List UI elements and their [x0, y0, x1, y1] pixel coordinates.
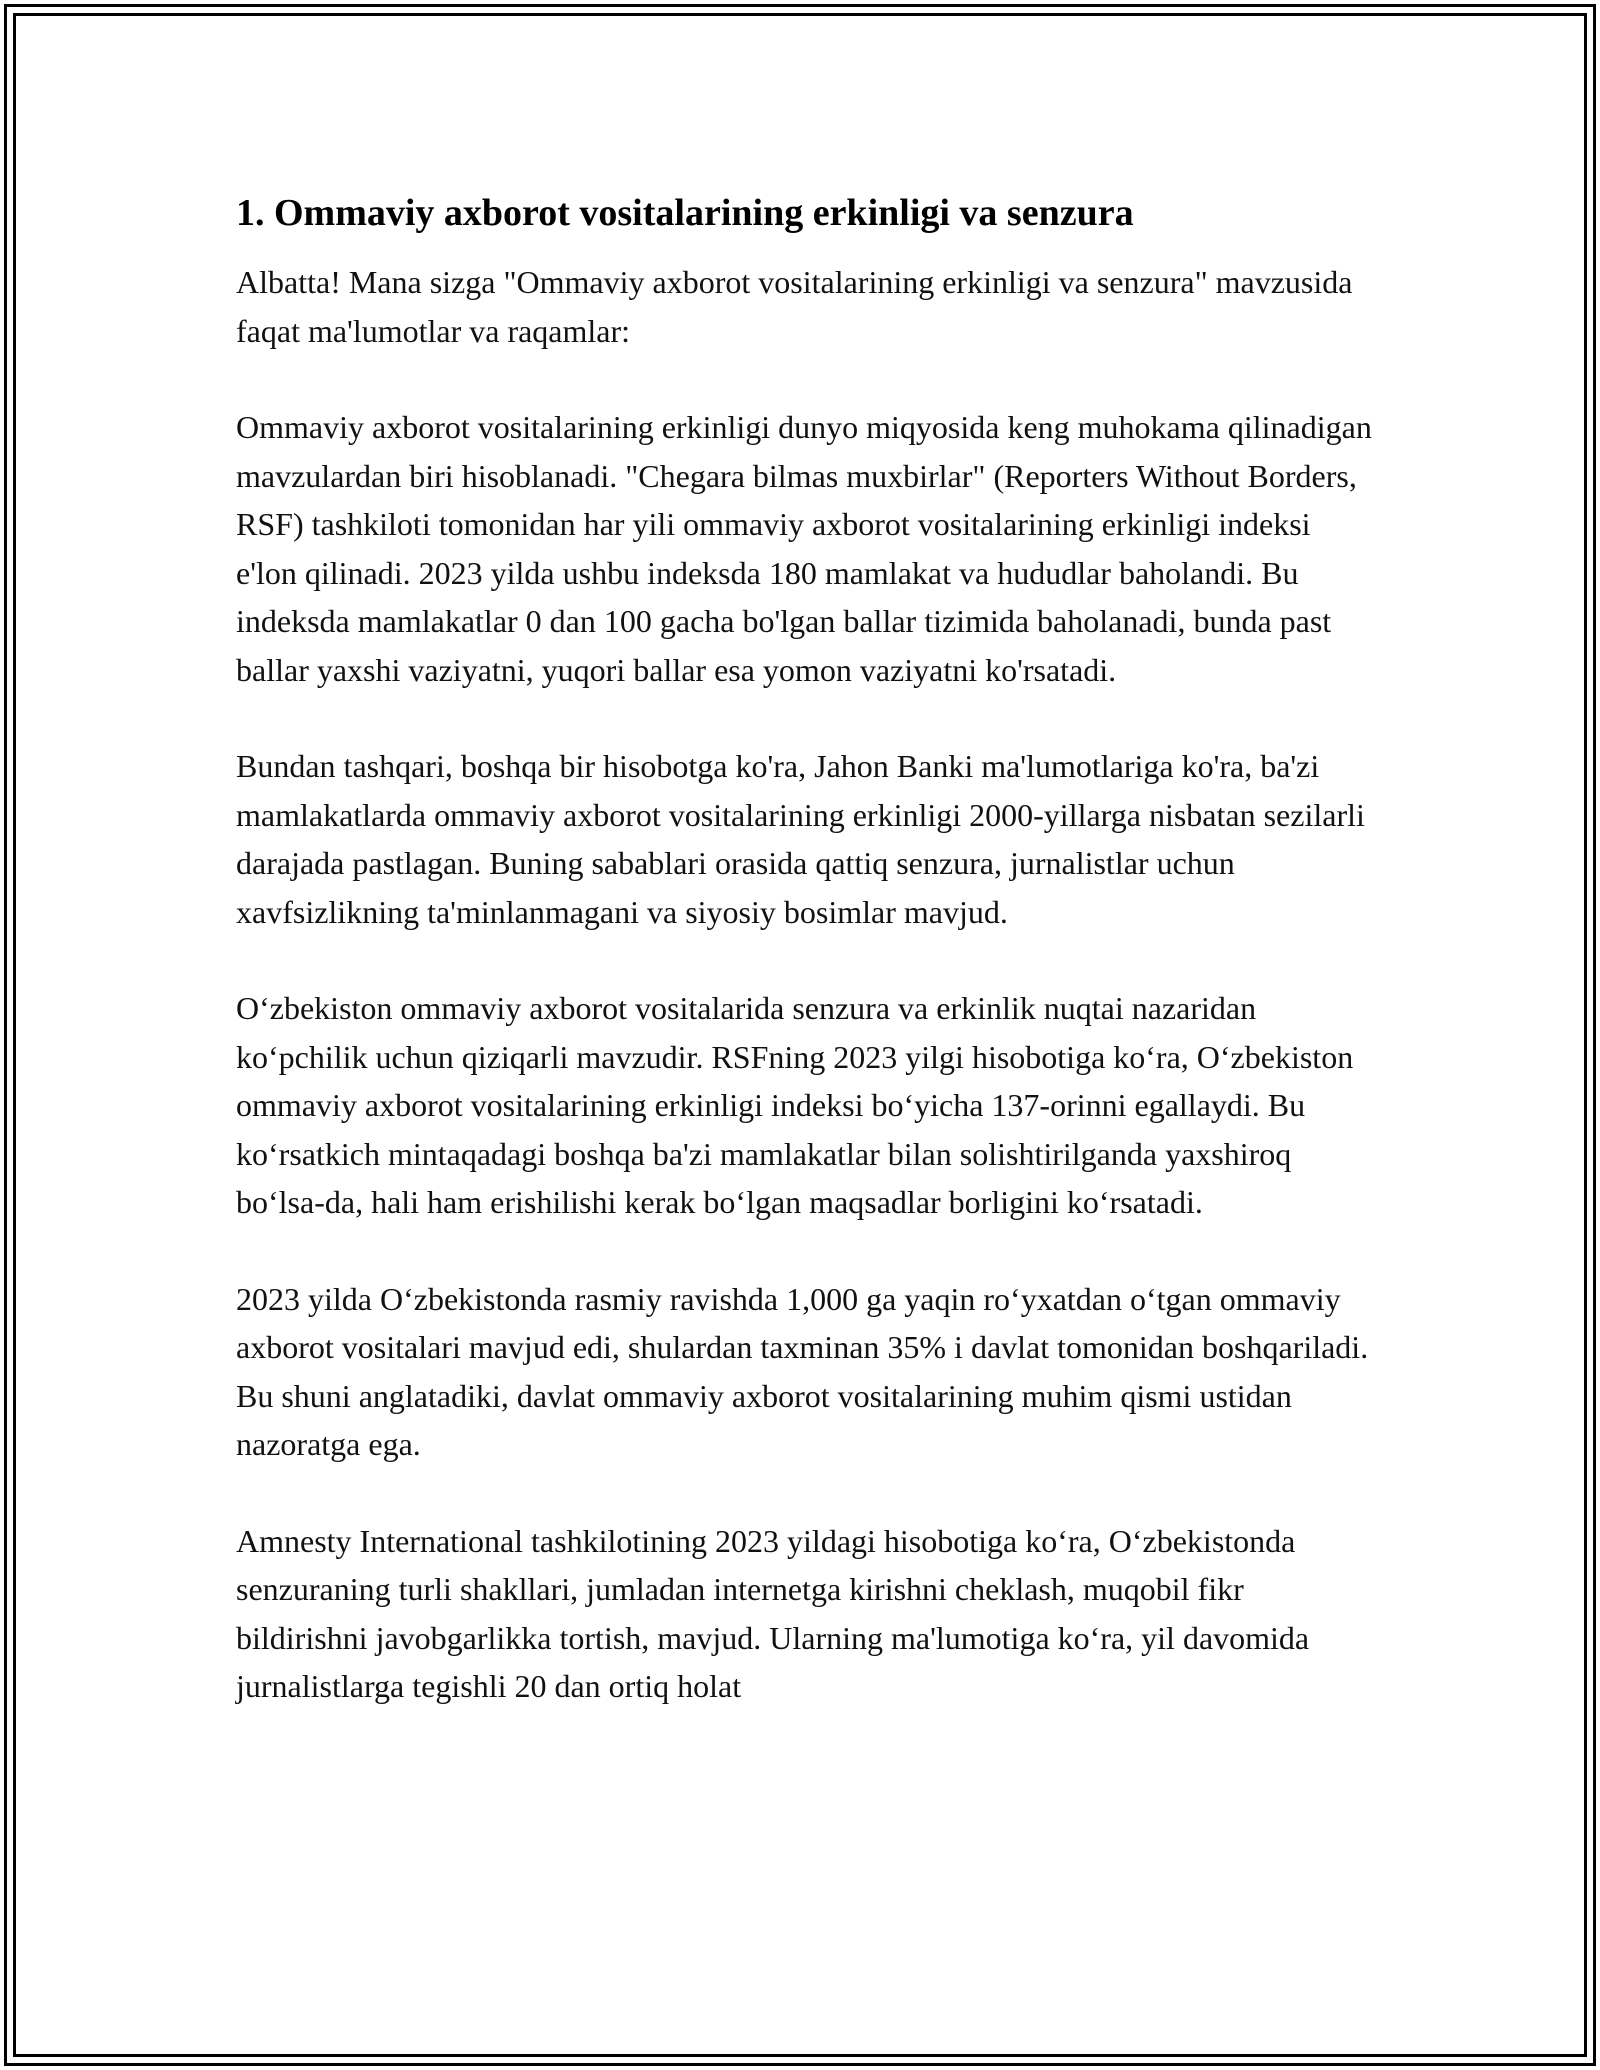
paragraph-rsf-index: Ommaviy axborot vositalarining erkinligi dunyo miqyosida keng muhokama qilinadigan mavzulardan biri hisoblanadi. "Chegara bilmas muxbirlar" (Reporters Without Borders, RSF) tashkiloti tomonidan har yili ommaviy axborot vositalarining erkinligi indeksi e'lon qilinadi. 2023 yilda ushbu indeksda 180 mamlakat va hududlar baholandi. Bu indeksda mamlakatlar 0 dan 100 gacha bo'lgan ballar tizimida baholanadi, bunda past ballar yaxshi vaziyatni, yuqori ballar esa yomon vaziyatni ko'rsatadi. [236, 409, 1372, 688]
paragraph-media-outlets: 2023 yilda O‘zbekistonda rasmiy ravishda 1,000 ga yaqin ro‘yxatdan o‘tgan ommaviy axborot vositalari mavjud edi, shulardan taxminan 35% i davlat tomonidan boshqariladi. Bu shuni anglatadiki, davlat ommaviy axborot vositalarining muhim qismi ustidan nazoratga ega. [236, 1280, 1369, 1462]
paragraph-intro: Albatta! Mana sizga "Ommaviy axborot vositalarining erkinligi va senzura" mavzusida faqat ma'lumotlar va raqamlar: [236, 264, 1353, 349]
paragraph-uzbekistan-ranking: O‘zbekiston ommaviy axborot vositalarida senzura va erkinlik nuqtai nazaridan ko‘pchilik uchun qiziqarli mavzudir. RSFning 2023 yilgi hisobotiga ko‘ra, O‘zbekiston ommaviy axborot vositalarining erkinligi indeksi bo‘yicha 137-orinni egallaydi. Bu ko‘rsatkich mintaqadagi boshqa ba'zi mamlakatlar bilan solishtirilganda yaxshiroq bo‘lsa-da, hali ham erishilishi kerak bo‘lgan maqsadlar borligini ko‘rsatadi. [236, 990, 1354, 1220]
paragraph-amnesty: Amnesty International tashkilotining 2023 yildagi hisobotiga ko‘ra, O‘zbekistonda senzuraning turli shakllari, jumladan internetga kirishni cheklash, muqobil fikr bildirishni javobgarlikka tortish, mavjud. Ularning ma'lumotiga ko‘ra, yil davomida jurnalistlarga tegishli 20 dan ortiq holat [236, 1522, 1310, 1704]
paragraph-world-bank: Bundan tashqari, boshqa bir hisobotga ko'ra, Jahon Banki ma'lumotlariga ko'ra, ba'zi mamlakatlarda ommaviy axborot vositalarining erkinligi 2000-yillarga nisbatan sezilarli darajada pastlagan. Buning sabablari orasida qattiq senzura, jurnalistlar uchun xavfsizlikning ta'minlanmagani va siyosiy bosimlar mavjud. [236, 748, 1365, 930]
section-heading: 1. Ommaviy axborot vositalarining erkinligi va senzura [236, 192, 1134, 234]
document-body [236, 188, 1376, 1759]
